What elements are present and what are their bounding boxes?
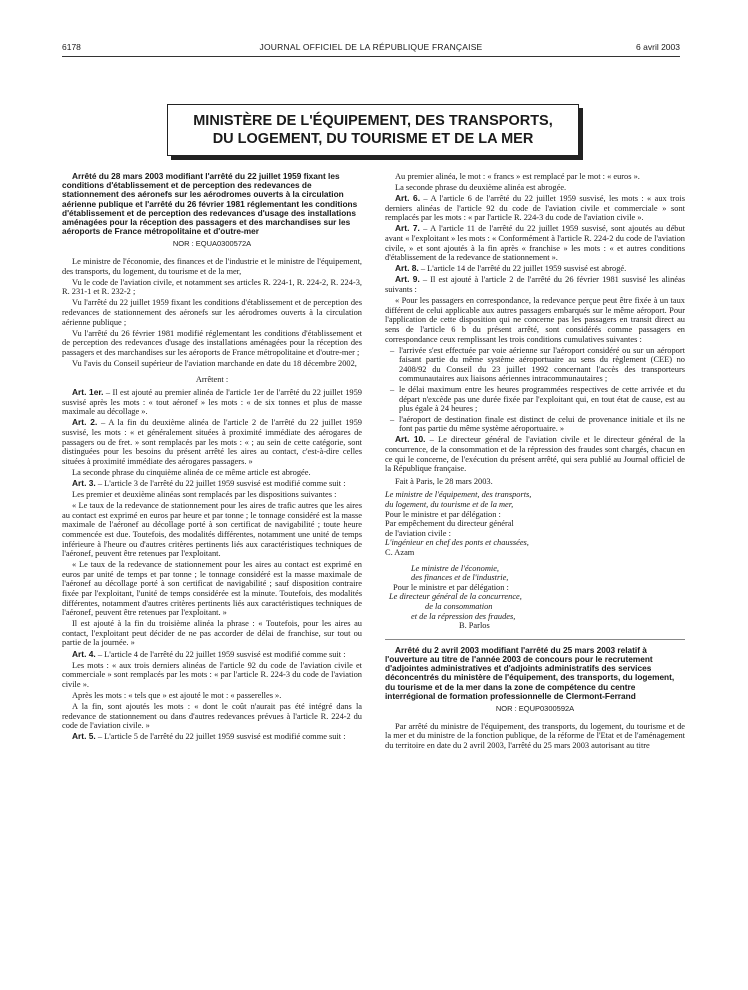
signature-block-2 bbox=[385, 564, 685, 631]
article-text: – L'article 4 de l'arrêté du 22 juillet 1959 susvisé est modifié comme suit : bbox=[95, 649, 346, 659]
page-number: 6178 bbox=[62, 42, 81, 52]
nor-reference: NOR : EQUP0300592A bbox=[495, 703, 575, 713]
article-paragraph: A la fin, sont ajoutés les mots : « dont le coût n'aurait pas été intégré dans la redevance de stationnement ou dans d'autres redevances prévues à l'article R. 224-2 du code de l'aviation civile. » bbox=[62, 702, 362, 731]
article-text: – L'article 5 de l'arrêté du 22 juillet 1959 susvisé est modifié comme suit : bbox=[95, 732, 346, 742]
preamble-paragraph: Vu le code de l'aviation civile, et notamment ses articles R. 224-1, R. 224-2, R. 224-3, R. 231-1 et R. 232-2 ; bbox=[62, 277, 362, 297]
signature-line: des finances et de l'industrie, bbox=[411, 573, 509, 583]
nor-reference: NOR : EQUA0300572A bbox=[172, 239, 252, 249]
article-5 bbox=[62, 732, 362, 742]
preamble-paragraph: Vu l'arrêté du 26 février 1981 modifié réglementant les conditions d'établissement et de perception des redevances d'usage des installations aménagées pour la réception des passagers et des marchandises sur les aéroports de France métropolitaine et d'outre-mer ; bbox=[62, 328, 362, 357]
article-7 bbox=[385, 224, 685, 262]
article-text: – Il est ajouté à l'article 2 de l'arrêté du 26 février 1981 susvisé les alinéas suivants : bbox=[385, 275, 685, 295]
signature-line: L'ingénieur en chef des ponts et chaussées, bbox=[385, 538, 529, 548]
signature-line: et de la répression des fraudes, bbox=[411, 611, 516, 621]
signatory-name: C. Azam bbox=[385, 547, 415, 557]
signature-line: Le ministre de l'équipement, des transports, bbox=[385, 490, 532, 500]
article-8 bbox=[385, 264, 685, 274]
article-3 bbox=[62, 479, 362, 489]
ministry-heading-line2: DU LOGEMENT, DU TOURISME ET DE LA MER bbox=[212, 131, 534, 147]
article-label: Art. 2. bbox=[72, 417, 98, 428]
place-date: Fait à Paris, le 28 mars 2003. bbox=[395, 476, 493, 486]
signatory-name: B. Parlos bbox=[459, 621, 490, 631]
signature-line: Par empêchement du directeur général bbox=[385, 519, 514, 529]
article-label: Art. 8. bbox=[395, 263, 419, 274]
article-paragraph: Au premier alinéa, le mot : « francs » est remplacé par le mot : « euros ». bbox=[395, 172, 640, 181]
signature-line: Pour le ministre et par délégation : bbox=[385, 509, 501, 519]
journal-title: JOURNAL OFFICIEL DE LA RÉPUBLIQUE FRANÇAISE bbox=[259, 42, 483, 52]
header-rule bbox=[62, 56, 680, 57]
article-text: – Le directeur général de l'aviation civile et le directeur général de la concurrence, de la consommation et de la répression des fraudes sont chargés, chacun en ce qui le concerne, de l'exécution du présent arrêté, qui sera publié au Journal officiel de la République française. bbox=[385, 435, 685, 474]
signature-line: Le ministre de l'économie, bbox=[411, 563, 500, 573]
page-header bbox=[62, 42, 680, 54]
article-label: Art. 7. bbox=[395, 223, 420, 234]
section-separator bbox=[385, 639, 685, 640]
preamble-paragraph: Vu l'avis du Conseil supérieur de l'aviation marchande en date du 18 décembre 2002, bbox=[72, 358, 357, 368]
article-text: – A la fin du deuxième alinéa de l'article 2 de l'arrêté du 22 juillet 1959 susvisé, les mots : « et généralement situées à proximité immédiate des aérogares de passagers ou de fret. » sont remplacés par les mots : « ; au sein de cette catégorie, sont distinguées pour les besoins du présent arrêté les aires au contact, c'est-à-dire celles situées à proximité immédiate des aérogares passagers. » bbox=[62, 418, 362, 466]
article-label: Art. 10. bbox=[395, 434, 426, 445]
right-column bbox=[385, 172, 685, 752]
article-2 bbox=[62, 418, 362, 466]
list-item: – le délai maximum entre les heures programmées respectives de cette arrivée et du départ n'excède pas une durée fixée par l'exploitant qui, en tout état de cause, est au plus égale à 24 heures ; bbox=[399, 385, 685, 414]
article-text: – L'article 14 de l'arrêté du 22 juillet 1959 susvisé est abrogé. bbox=[418, 264, 627, 274]
article-9 bbox=[385, 275, 685, 294]
signature-line: de l'aviation civile : bbox=[385, 528, 451, 538]
signature-block-1 bbox=[385, 490, 685, 557]
article-paragraph: Les premier et deuxième alinéas sont remplacés par les dispositions suivantes : bbox=[72, 490, 337, 500]
preamble-paragraph: Le ministre de l'économie, des finances et de l'industrie et le ministre de l'équipement, des transports, du logement, du tourisme et de la mer, bbox=[62, 257, 362, 276]
article-paragraph: Après les mots : « tels que » est ajouté le mot : « passerelles ». bbox=[72, 690, 282, 700]
quoted-paragraph: « Pour les passagers en correspondance, la redevance perçue peut être fixée à un taux différent de celui applicable aux autres passagers embarqués sur le même aéroport. Pour l'application de cette disposition qui ne concerne pas les passagers en transit direct au sens de l'article 6 b du présent arrêté, sont considérés comme passagers en correspondance ceux remplissant les trois conditions cumulatives suivantes : bbox=[385, 296, 685, 344]
article-paragraph: La seconde phrase du cinquième alinéa de ce même article est abrogée. bbox=[72, 467, 311, 477]
list-item: – l'arrivée s'est effectuée par voie aérienne sur l'aéroport considéré ou sur un aéroport faisant partie du même système aéroportuaire au sens du règlement (CEE) no 2408/92 du Conseil du 23 juillet 1992 concernant l'accès des transporteurs communautaires aux liaisons aériennes intracommunautaires ; bbox=[399, 346, 685, 384]
list-item: – l'aéroport de destination finale est distinct de celui de provenance initiale et ils ne font pas partie du même système aéroportuaire. » bbox=[399, 415, 685, 434]
conditions-list bbox=[399, 346, 685, 434]
article-label: Art. 9. bbox=[395, 274, 420, 285]
quoted-paragraph: « Le taux de la redevance de stationnement pour les aires de trafic autres que les aires au contact est exprimé en euros par heure et par tonne ; le tonnage considéré est la masse maximale de l'aéronef au décollage porté à son certificat de navigabilité ; toute heure commencée est due. Toutefois, des modalités différentes, notamment une unité de temps inférieure à l'heure ou d'autres critères pertinents liés aux caractéristiques techniques de l'aéronef, peuvent être retenues par l'exploitant. bbox=[62, 501, 362, 559]
signature-line: Le directeur général de la concurrence, bbox=[389, 592, 522, 602]
article-label: Art. 6. bbox=[395, 193, 421, 204]
quoted-paragraph: « Le taux de la redevance de stationnement pour les aires au contact est exprimé en euros par unité de temps et par tonne ; le tonnage considéré est la masse maximale de l'aéronef au décollage porté à son certificat de navigabilité ; sauf disposition contraire fixée par l'exploitant, l'unité de temps considérée est la minute. Toutefois, des modalités différentes, notamment d'autres critères pertinents liés aux caractéristiques techniques de l'aéronef, peuvent être retenues par l'exploitant. » bbox=[62, 560, 362, 618]
signature-line: Pour le ministre et par délégation : bbox=[393, 582, 509, 592]
article-label: Art. 4. bbox=[72, 648, 96, 659]
signature-line: de la consommation bbox=[425, 601, 493, 611]
article-6 bbox=[385, 194, 685, 223]
ministry-heading-box bbox=[167, 104, 579, 156]
article-4 bbox=[62, 650, 362, 660]
article-paragraph: Il est ajouté à la fin du troisième alinéa la phrase : « Toutefois, pour les aires au contact, l'exploitant peut décider de ne pas accorder de délai de franchise, sur tout ou partie de la journée. » bbox=[62, 619, 362, 648]
article-paragraph: La seconde phrase du deuxième alinéa est abrogée. bbox=[395, 183, 567, 193]
article-label: Art. 3. bbox=[72, 477, 96, 488]
article-10 bbox=[385, 435, 685, 473]
decree-text: Par arrêté du ministre de l'équipement, des transports, du logement, du tourisme et de la mer et du ministre de la fonction publique, de la réforme de l'Etat et de l'aménagement du territoire en date du 2 avril 2003, l'arrêté du 25 mars 2003 autorisant au titre bbox=[385, 721, 685, 750]
article-paragraph: Les mots : « aux trois derniers alinéas de l'article 92 du code de l'aviation civile et commerciale » sont remplacés par les mots : « par l'article R. 224-3 du code de l'aviation civile ». bbox=[62, 660, 362, 689]
article-text: – Il est ajouté au premier alinéa de l'article 1er de l'arrêté du 22 juillet 1959 susvisé après les mots : « tout aéronef » les mots : « de six tonnes et plus de masse maximale au décollage ». bbox=[62, 388, 362, 417]
article-text: – L'article 3 de l'arrêté du 22 juillet 1959 susvisé est modifié comme suit : bbox=[95, 478, 346, 488]
issue-date: 6 avril 2003 bbox=[636, 42, 680, 52]
preamble-paragraph: Vu l'arrêté du 22 juillet 1959 fixant les conditions d'établissement et de perception des redevances de stationnement des aéronefs sur les aérodromes ouverts à la circulation aérienne publique ; bbox=[62, 298, 362, 327]
decree-title: Arrêté du 28 mars 2003 modifiant l'arrêté du 22 juillet 1959 fixant les conditions d'établissement et de perception des redevances de stationnement des aéronefs sur les aérodromes ouverts à la circulation aérienne publique et l'arrêté du 26 février 1981 réglementant les conditions d'établissement et de perception des redevances d'usage des installations aménagées pour la réception des passagers et des marchandises sur les aéroports de France métropolitaine et d'outre-mer bbox=[62, 171, 358, 237]
signature-line: du logement, du tourisme et de la mer, bbox=[385, 500, 514, 509]
decree-title: Arrêté du 2 avril 2003 modifiant l'arrêté du 25 mars 2003 relatif à l'ouverture au titre de l'année 2003 de concours pour le recrutement d'adjointes administratives et d'adjoints administratifs des services déconcentrés du ministère de l'équipement, des transports, du logement, du tourisme et de la mer dans la zone de compétence du centre interrégional de formation professionnelle de Clermont-Ferrand bbox=[385, 644, 675, 701]
article-text: – A l'article 6 de l'arrêté du 22 juillet 1959 susvisé, les mots : « aux trois derniers alinéas de l'article 92 du code de l'aviation civile et commerciale » sont remplacés par les mots : « par l'article R. 224-3 du code de l'aviation civile ». bbox=[385, 194, 685, 223]
article-label: Art. 5. bbox=[72, 731, 96, 742]
arretent: Arrêtent : bbox=[195, 374, 229, 384]
article-label: Art. 1er. bbox=[72, 387, 104, 398]
article-text: – A l'article 11 de l'arrêté du 22 juillet 1959 susvisé, sont ajoutés au début avant « l'exploitant » les mots : « Conformément à l'article R. 224-2 du code de l'aviation civile, » et sont ajoutés à la fin après « franchise » les mots : « et autres conditions d'établissement de la redevance de stationnement ». bbox=[385, 224, 685, 263]
ministry-heading-line1: MINISTÈRE DE L'ÉQUIPEMENT, DES TRANSPORTS, bbox=[193, 113, 553, 129]
left-column bbox=[62, 172, 362, 743]
article-1 bbox=[62, 388, 362, 417]
